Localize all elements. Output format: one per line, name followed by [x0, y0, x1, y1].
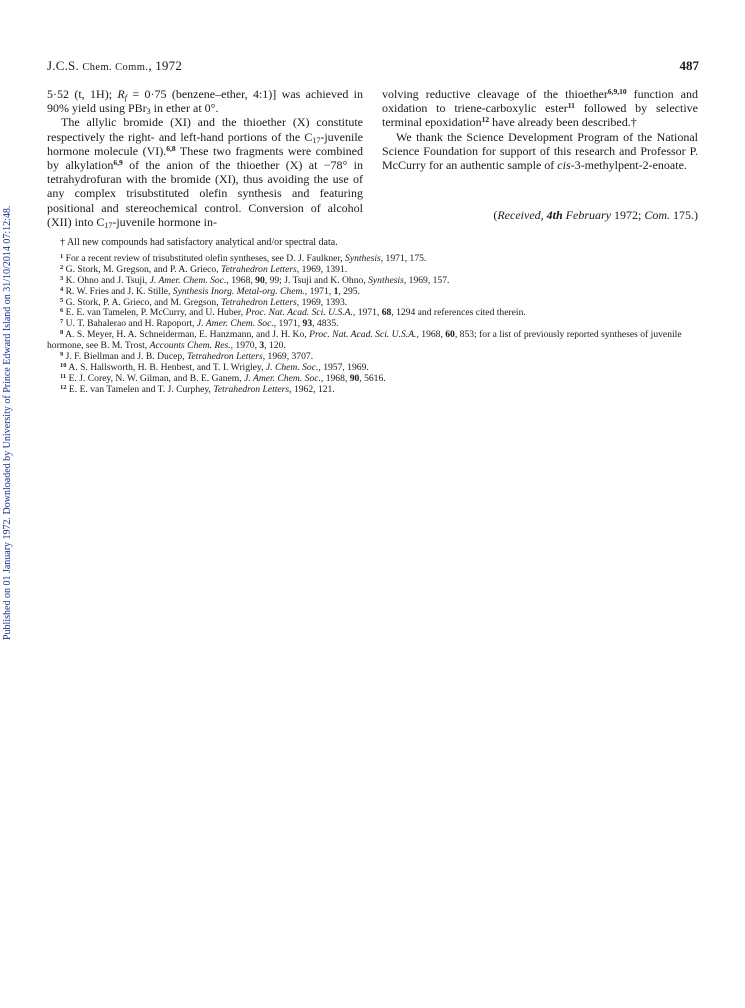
download-watermark-text: Published on 01 January 1972. Downloaded by University of Prince Edward Island on 31/10/2014 07:12:48.: [2, 205, 13, 640]
footnotes: [47, 238, 699, 396]
reference-9: $^9$ J. F. Biellman and J. B. Ducep, Tetrahedron Letters, 1969, 3707.: [60, 351, 314, 363]
download-watermark: [2, 205, 16, 640]
reference-list: [47, 254, 699, 396]
reference-number: 9: [60, 351, 64, 359]
reference-7: $^7$ U. T. Bahalerao and H. Rapoport, J. Amer. Chem. Soc., 1971, 93, 4835.: [60, 318, 339, 330]
reference-number: 8: [60, 329, 64, 337]
reference-number: 11: [60, 372, 67, 380]
reference-11: $^{11}$ E. J. Corey, N. W. Gilman, and B. E. Ganem, J. Amer. Chem. Soc., 1968, 90, 5616.: [60, 372, 386, 384]
received-date: (Received, 4th February 1972; Com. 175.): [493, 208, 698, 222]
paragraph: 5·52 (t, 1H); $R_f = 0\cdot 75$ (benzene–ether, 4:1)] was achieved in 90% yield using PBr$_3$ in ether at 0°.: [47, 87, 364, 117]
reference-number: 5: [60, 296, 64, 304]
acknowledgement-paragraph: We thank the Science Development Program of the National Science Foundation for support of this research and Professor P. McCurry for an authentic sample of cis-3-methylpent-2-enoate.: [382, 129, 698, 173]
reference-number: 3: [60, 274, 64, 282]
reference-number: 6: [60, 307, 64, 315]
paragraph: volving reductive cleavage of the thioether$^{6,9,10}$ function and oxidation to triene-carboxylic ester$^{11}$ followed by selective terminal epoxidation$^{12}$ have already been described.†: [382, 87, 698, 130]
journal-title: J.C.S. Chem. Comm., 1972: [47, 58, 183, 73]
right-column: [382, 87, 698, 172]
reference-3: $^3$ K. Ohno and J. Tsuji, J. Amer. Chem. Soc., 1968, 90, 99; J. Tsuji and K. Ohno, Synthesis, 1969, 157.: [60, 274, 450, 286]
left-column: [47, 87, 363, 229]
reference-number: 4: [60, 285, 64, 293]
reference-number: 2: [60, 263, 64, 271]
reference-number: 12: [60, 383, 67, 391]
reference-1: $^1$ For a recent review of trisubstituted olefin syntheses, see D. J. Faulkner, Synthesis, 1971, 175.: [60, 252, 427, 264]
reference-10: $^{10}$ A. S. Hallsworth, H. B. Henbest, and T. I. Wrigley, J. Chem. Soc., 1957, 1969.: [60, 361, 369, 373]
reference-4: $^4$ R. W. Fries and J. K. Stille, Synthesis Inorg. Metal-org. Chem., 1971, 1, 295.: [60, 285, 360, 297]
reference-number: 7: [60, 318, 64, 326]
paragraph: The allylic bromide (XI) and the thioether (X) constitute respectively the right- and left-hand portions of the $C_{17}$-juvenile hormone molecule (VI).$^{6,8}$ These two fragments were combined by alkylation$^{6,9}$ of the anion of the thioether (X) at −78° in tetrahydrofuran with the bromide (XI), thus avoiding the use of any complex trisubstituted olefin synthesis and featuring positional and stereochemical control. Conversion of alcohol (XII) into $C_{17}$-juvenile hormone in-: [47, 115, 363, 230]
reference-6: $^6$ E. E. van Tamelen, P. McCurry, and U. Huber, Proc. Nat. Acad. Sci. U.S.A., 1971, 68, 1294 and references cited therein.: [60, 307, 526, 319]
running-header: [47, 58, 699, 78]
page-number: 487: [679, 58, 699, 73]
reference-2: $^2$ G. Stork, M. Gregson, and P. A. Grieco, Tetrahedron Letters, 1969, 1391.: [60, 263, 348, 275]
reference-number: 1: [60, 252, 64, 260]
dagger-footnote: † All new compounds had satisfactory analytical and/or spectral data.: [60, 237, 338, 248]
reference-5: $^5$ G. Stork, P. A. Grieco, and M. Gregson, Tetrahedron Letters, 1969, 1393.: [60, 296, 348, 308]
reference-8: $^8$ A. S. Meyer, H. A. Schneiderman, E. Hanzmann, and J. H. Ko, Proc. Nat. Acad. Sci. U.S.A., 1968, 60, 853; for a list of previously reported syntheses of juvenile hormone, see B. M. Trost, Accounts Chem. Res., 1970, 3, 120.: [47, 329, 682, 352]
reference-12: $^{12}$ E. E. van Tamelen and T. J. Curphey, Tetrahedron Letters, 1962, 121.: [60, 383, 335, 395]
reference-number: 10: [60, 361, 67, 369]
